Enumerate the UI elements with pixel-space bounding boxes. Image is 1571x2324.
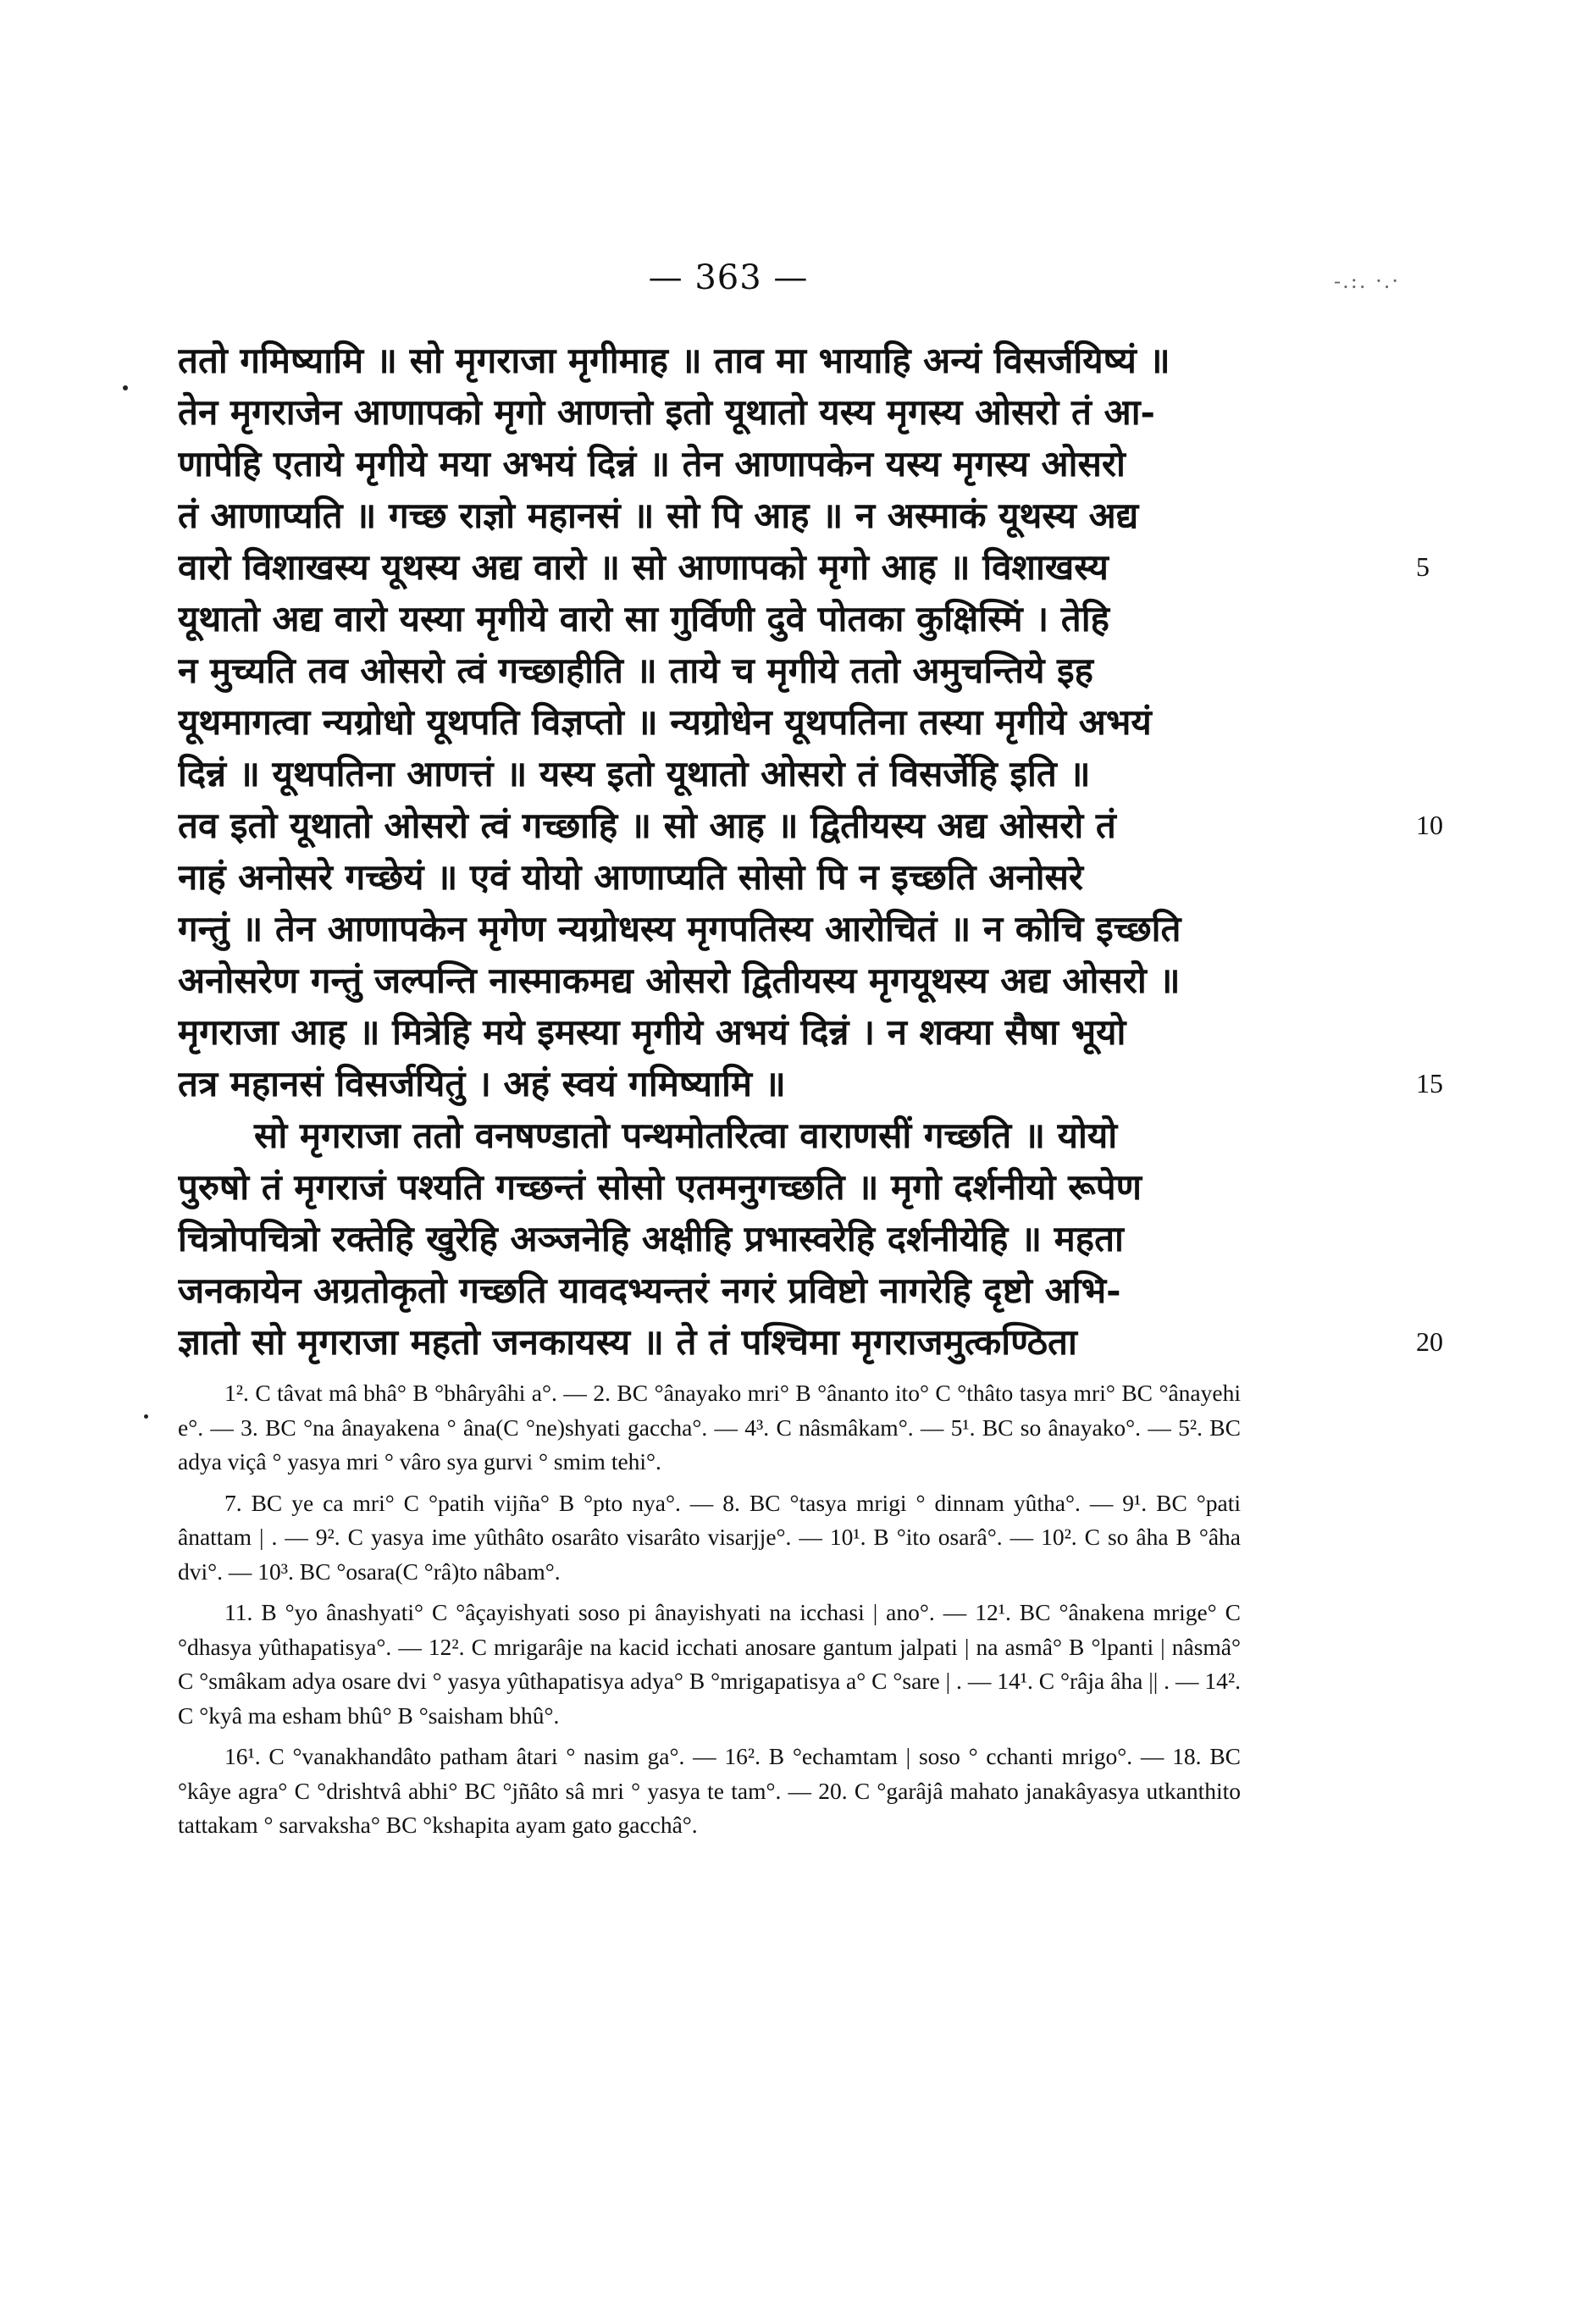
footnote-paragraph: 7. BC ye ca mri° C °patih vijña° B °pto nya°. — 8. BC °tasya mrigi ° dinnam yûtha°. — 9¹. BC °pati ânattam | . — 9². C yasya ime yûthâto osarâto visarâto visarjje°. — 10¹. B °ito osarâ°. — 10². C so âha B °âha dvi°. — 10³. BC °osara(C °râ)to nâbam°. <box>178 1489 1241 1585</box>
line-number: 20 <box>1416 1326 1443 1357</box>
footnote-paragraph: 16¹. C °vanakhandâto patham âtari ° nasim ga°. — 16². B °echamtam | soso ° cchanti mrigo°. — 18. BC °kâye agra° C °drishtvâ abhi° BC °jñâto sâ mri ° yasya te tam°. — 20. C °garâjâ mahato janakâyasya utkanthito tattakam ° sarvaksha° BC °kshapita ayam gato gacchâ°. <box>178 1743 1241 1838</box>
text-line: नाहं अनोसरे गच्छेयं ॥ एवं योयो आणाप्यति सोसो पि न इच्छति अनोसरे <box>178 856 1084 898</box>
text-line: तव इतो यूथातो ओसरो त्वं गच्छाहि ॥ सो आह ॥ द्वितीयस्य अद्य ओसरो तं <box>178 805 1116 846</box>
text-line: वारो विशाखस्य यूथस्य अद्य वारो ॥ सो आणापको मृगो आह ॥ विशाखस्य <box>178 546 1109 588</box>
line-number: 5 <box>1416 551 1430 582</box>
text-line: दिन्नं ॥ यूथपतिना आणत्तं ॥ यस्य इतो यूथातो ओसरो तं विसर्जेहि इति ॥ <box>178 753 1091 794</box>
stray-ink-mark: -.:. ·.· <box>1334 269 1400 293</box>
line-number: 10 <box>1416 810 1443 840</box>
text-line: ज्ञातो सो मृगराजा महतो जनकायस्य ॥ ते तं पश्चिमा मृगराजमुत्कण्ठिता <box>178 1321 1077 1363</box>
text-line: यूथातो अद्य वारो यस्या मृगीये वारो सा गुर्विणी दुवे पोतका कुक्षिस्मिं । तेहि <box>178 598 1109 639</box>
text-line: पुरुषो तं मृगराजं पश्यति गच्छन्तं सोसो एतमनुगच्छति ॥ मृगो दर्शनीयो रूपेण <box>178 1166 1142 1208</box>
line-number: 15 <box>1416 1068 1443 1098</box>
text-line: अनोसरेण गन्तुं जल्पन्ति नास्माकमद्य ओसरो द्वितीयस्य मृगयूथस्य अद्य ओसरो ॥ <box>178 960 1181 1001</box>
text-line: तत्र महानसं विसर्जयितुं । अहं स्वयं गमिष्यामि ॥ <box>178 1063 786 1104</box>
ink-speck <box>144 1414 148 1419</box>
footnote-paragraph: 11. B °yo ânashyati° C °âçayishyati soso pi ânayishyati na icchasi | ano°. — 12¹. BC °ânakena mrige° C °dhasya yûthapatisya°. — 12². C mrigarâje na kacid icchati anosare gantum jalpati | na asmâ° B °lpanti | nâsmâ° C °smâkam adya osare dvi ° yasya yûthapatisya adya° B °mrigapatisya a° C °sare | . — 14¹. C °râja âha || . — 14². C °kyâ ma esham bhû° B °saisham bhû°. <box>178 1599 1241 1729</box>
text-line: गन्तुं ॥ तेन आणापकेन मृगेण न्यग्रोधस्य मृगपतिस्य आरोचितं ॥ न कोचि इच्छति <box>178 908 1181 949</box>
ink-speck <box>123 385 128 390</box>
text-line: तेन मृगराजेन आणापको मृगो आणत्तो इतो यूथातो यस्य मृगस्य ओसरो तं आ- <box>178 391 1155 433</box>
footnote-paragraph: 1². C tâvat mâ bhâ° B °bhâryâhi a°. — 2. BC °ânayako mri° B °ânanto ito° C °thâto tasya mri° BC °ânayehi e°. — 3. BC °na ânayakena ° âna(C °ne)shyati gaccha°. — 4³. C nâsmâkam°. — 5¹. BC so ânayako°. — 5². BC adya viçâ ° yasya mri ° vâro sya gurvi ° smim tehi°. <box>178 1380 1241 1475</box>
critical-apparatus-footnotes <box>178 1376 1241 1850</box>
text-line: ततो गमिष्यामि ॥ सो मृगराजा मृगीमाह ॥ ताव मा भायाहि अन्यं विसर्जयिष्यं ॥ <box>178 340 1170 381</box>
text-line: जनकायेन अग्रतोकृतो गच्छति यावदभ्यन्तरं नगरं प्रविष्टो नागरेहि दृष्टो अभि- <box>178 1270 1121 1311</box>
text-line: णापेहि एताये मृगीये मया अभयं दिन्नं ॥ तेन आणापकेन यस्य मृगस्य ओसरो <box>178 443 1126 484</box>
page-number: — 363 — <box>648 258 809 297</box>
text-line: यूथमागत्वा न्यग्रोधो यूथपति विज्ञप्तो ॥ न्यग्रोधेन यूथपतिना तस्या मृगीये अभयं <box>178 701 1152 743</box>
text-line: न मुच्यति तव ओसरो त्वं गच्छाहीति ॥ ताये च मृगीये ततो अमुचन्तिये इह <box>178 650 1093 691</box>
text-line: तं आणाप्यति ॥ गच्छ राज्ञो महानसं ॥ सो पि आह ॥ न अस्माकं यूथस्य अद्य <box>178 495 1139 536</box>
text-line: मृगराजा आह ॥ मित्रेहि मये इमस्या मृगीये अभयं दिन्नं । न शक्या सैषा भूयो <box>178 1011 1126 1053</box>
text-line: सो मृगराजा ततो वनषण्डातो पन्थमोतरित्वा वाराणसीं गच्छति ॥ योयो <box>254 1115 1118 1156</box>
sanskrit-main-text <box>178 335 1443 1368</box>
text-line: चित्रोपचित्रो रक्तेहि खुरेहि अञ्जनेहि अक्षीहि प्रभास्वरेहि दर्शनीयेहि ॥ महता <box>178 1218 1124 1259</box>
